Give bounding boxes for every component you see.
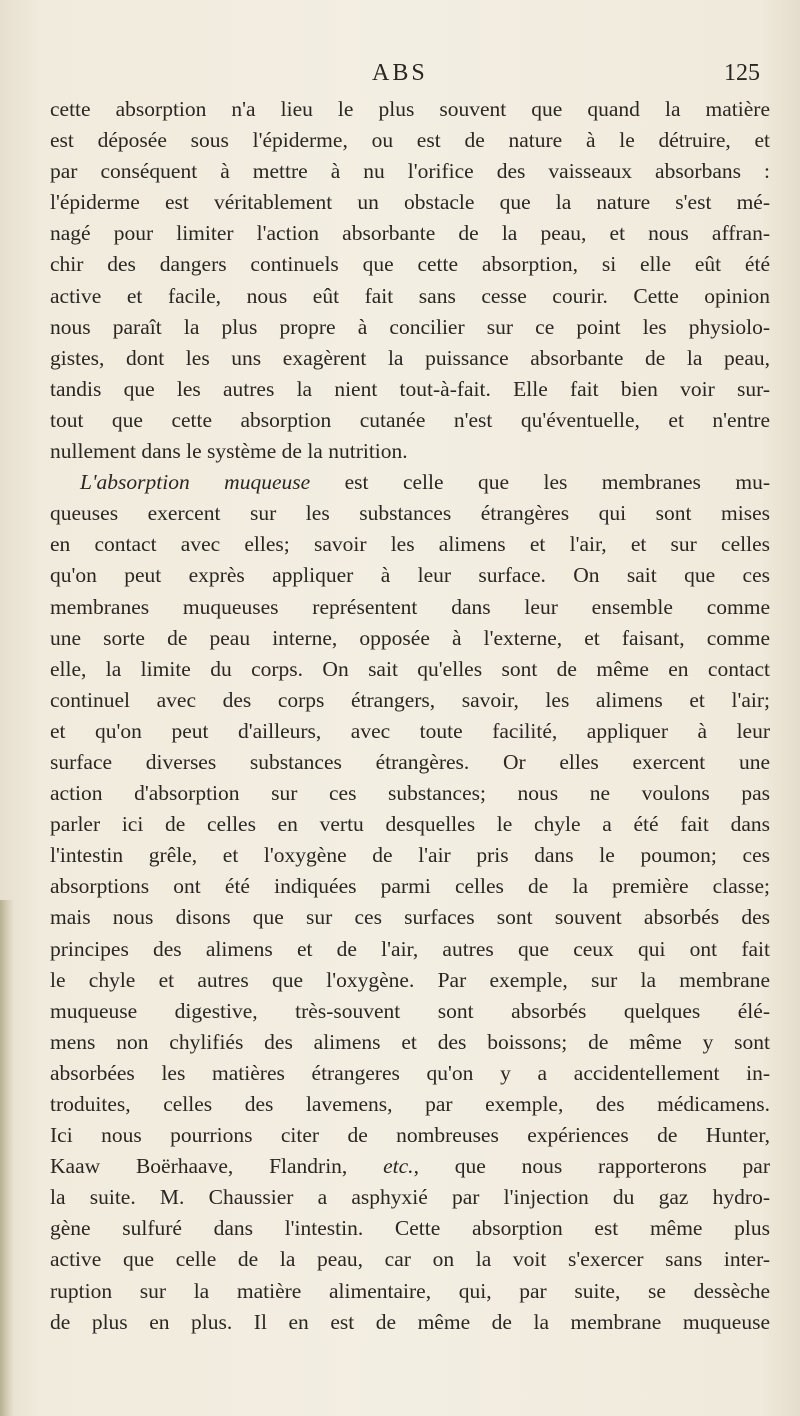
text-line: tout que cette absorption cutanée n'est qu'éventuelle, et n'entre bbox=[50, 407, 770, 432]
text-line: le chyle et autres que l'oxygène. Par exemple, sur la membrane bbox=[50, 967, 770, 992]
text-line: en contact avec elles; savoir les alimens et l'air, et sur celles bbox=[50, 532, 770, 557]
text-line: mais nous disons que sur ces surfaces sont souvent absorbés des bbox=[50, 905, 770, 930]
body-text bbox=[50, 94, 770, 1338]
text-line: queuses exercent sur les substances étrangères qui sont mises bbox=[50, 501, 770, 526]
text-line: active que celle de la peau, car on la voit s'exercer sans inter- bbox=[50, 1247, 770, 1272]
text-line: gistes, dont les uns exagèrent la puissance absorbante de la peau, bbox=[50, 345, 770, 370]
text-line: elle, la limite du corps. On sait qu'elles sont de même en contact bbox=[50, 656, 770, 681]
text-line: l'épiderme est véritablement un obstacle que la nature s'est mé- bbox=[50, 190, 770, 215]
text-line: parler ici de celles en vertu desquelles le chyle a été fait dans bbox=[50, 812, 770, 837]
text-line: surface diverses substances étrangères. Or elles exercent une bbox=[50, 749, 770, 774]
etc-line-before: Kaaw Boërhaave, Flandrin, bbox=[50, 1154, 384, 1179]
etc-line-after: , que nous rapporterons par bbox=[413, 1154, 770, 1179]
paragraph-start-rest: est celle que les membranes mu- bbox=[310, 470, 770, 495]
text-line: principes des alimens et de l'air, autres que ceux qui ont fait bbox=[50, 936, 770, 961]
etc-line bbox=[50, 1151, 770, 1182]
text-line: de plus en plus. Il en est de même de la membrane muqueuse bbox=[50, 1309, 770, 1334]
text-line: ruption sur la matière alimentaire, qui, par suite, se dessèche bbox=[50, 1278, 770, 1303]
page-header bbox=[0, 60, 800, 90]
text-line: troduites, celles des lavemens, par exemple, des médicamens. bbox=[50, 1092, 770, 1116]
text-line: est déposée sous l'épiderme, ou est de nature à le détruire, et bbox=[50, 128, 770, 153]
italic-term: L'absorption muqueuse bbox=[80, 470, 311, 495]
etc-italic: etc. bbox=[383, 1154, 414, 1179]
running-title: ABS bbox=[372, 60, 428, 86]
page-edge-shadow bbox=[0, 900, 14, 1416]
text-line: qu'on peut exprès appliquer à leur surface. On sait que ces bbox=[50, 563, 770, 588]
text-line: nagé pour limiter l'action absorbante de la peau, et nous affran- bbox=[50, 221, 770, 246]
text-line: membranes muqueuses représentent dans leur ensemble comme bbox=[50, 594, 770, 619]
text-line: chir des dangers continuels que cette absorption, si elle eût été bbox=[50, 252, 770, 277]
text-line: par conséquent à mettre à nu l'orifice des vaisseaux absorbans : bbox=[50, 159, 770, 184]
text-line: gène sulfuré dans l'intestin. Cette absorption est même plus bbox=[50, 1216, 770, 1241]
text-line: continuel avec des corps étrangers, savoir, les alimens et l'air; bbox=[50, 687, 770, 712]
text-line: nullement dans le système de la nutrition. bbox=[50, 439, 408, 464]
text-line: absorptions ont été indiquées parmi celles de la première classe; bbox=[50, 874, 770, 899]
text-line: la suite. M. Chaussier a asphyxié par l'injection du gaz hydro- bbox=[50, 1185, 770, 1210]
text-line: tandis que les autres la nient tout-à-fait. Elle fait bien voir sur- bbox=[50, 376, 770, 401]
text-line: absorbées les matières étrangeres qu'on y a accidentellement in- bbox=[50, 1060, 770, 1085]
text-line: action d'absorption sur ces substances; nous ne voulons pas bbox=[50, 781, 770, 806]
text-line: cette absorption n'a lieu le plus souvent que quand la matière bbox=[50, 97, 770, 121]
paragraph-start-line bbox=[50, 467, 770, 498]
text-line: muqueuse digestive, très-souvent sont absorbés quelques élé- bbox=[50, 998, 770, 1023]
text-line: nous paraît la plus propre à concilier sur ce point les physiolo- bbox=[50, 314, 770, 339]
text-line: Ici nous pourrions citer de nombreuses expériences de Hunter, bbox=[50, 1123, 770, 1148]
text-line: active et facile, nous eût fait sans cesse courir. Cette opinion bbox=[50, 283, 770, 308]
text-line: l'intestin grêle, et l'oxygène de l'air pris dans le poumon; ces bbox=[50, 843, 770, 868]
text-line: mens non chylifiés des alimens et des boissons; de même y sont bbox=[50, 1029, 770, 1054]
page-number: 125 bbox=[724, 60, 760, 86]
text-line: une sorte de peau interne, opposée à l'externe, et faisant, comme bbox=[50, 625, 770, 650]
text-line: et qu'on peut d'ailleurs, avec toute facilité, appliquer à leur bbox=[50, 718, 770, 743]
